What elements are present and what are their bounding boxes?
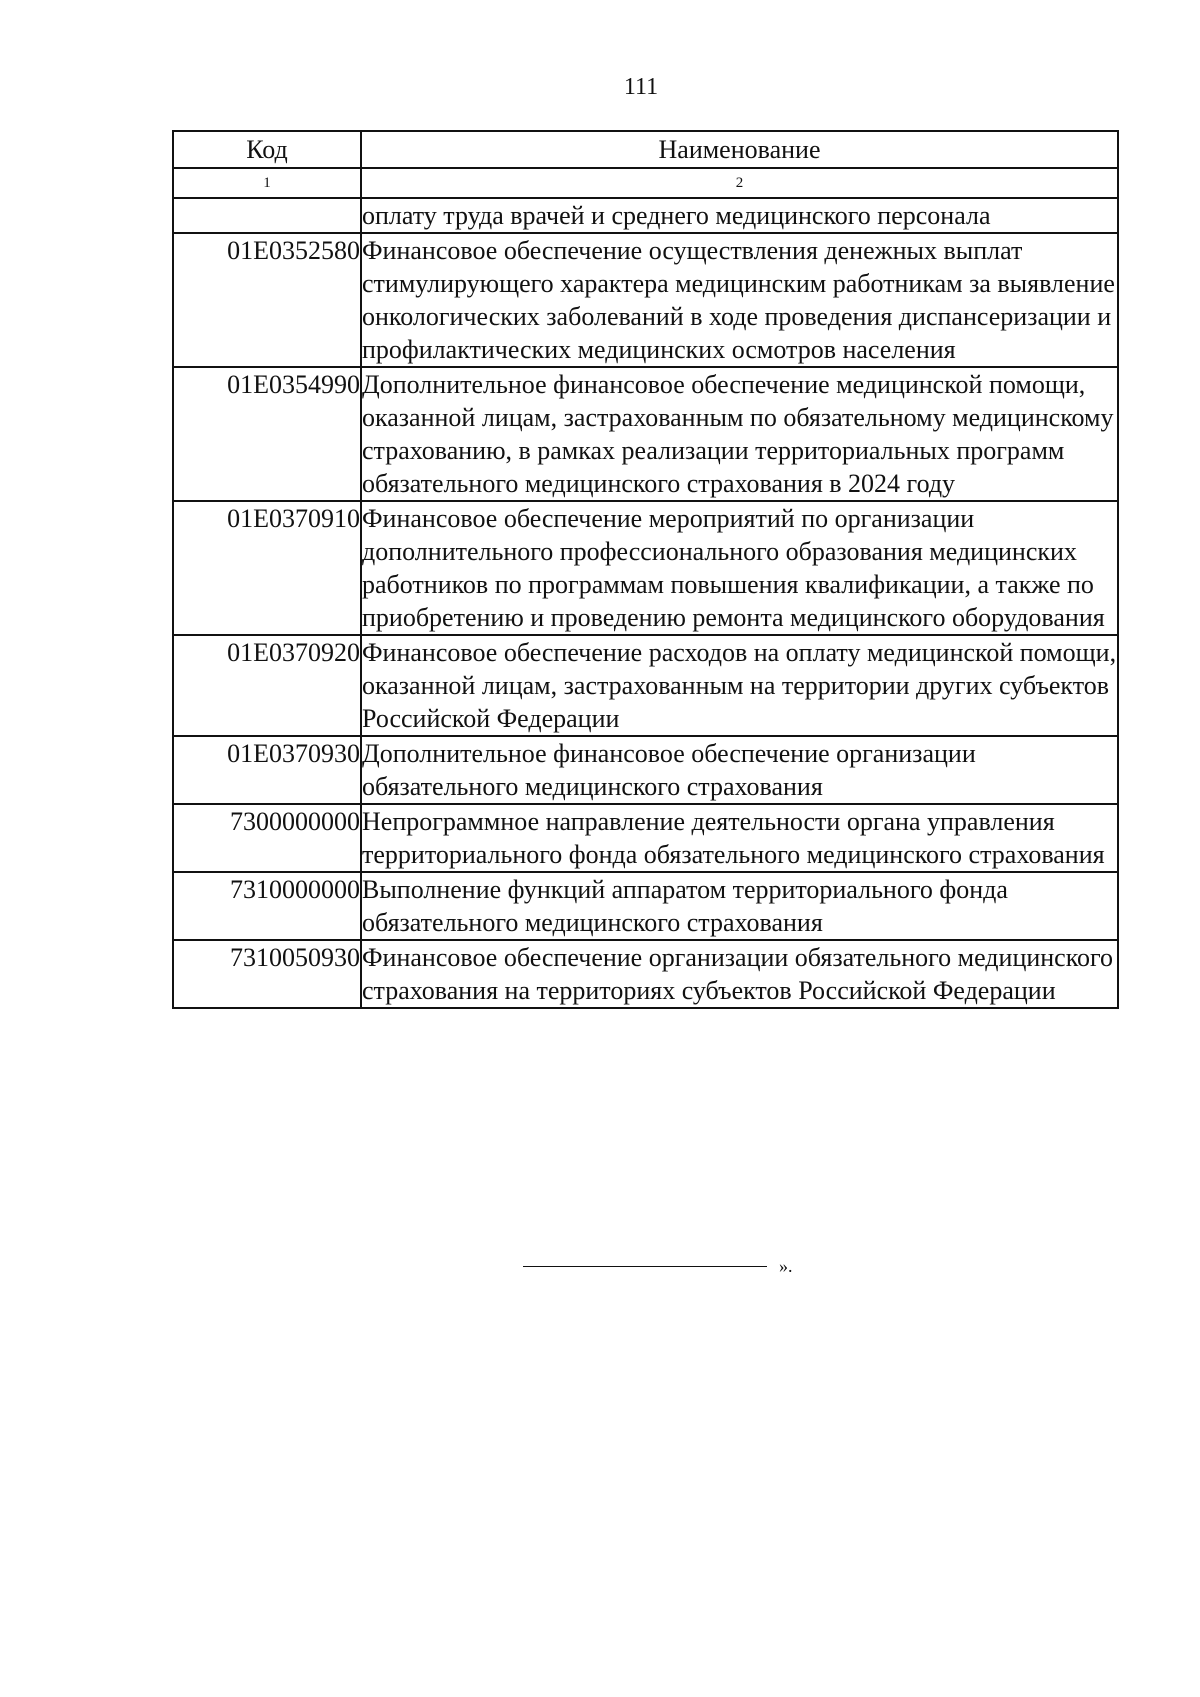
table-row — [173, 233, 1118, 367]
column-number-name: 2 — [361, 168, 1118, 198]
table-row — [173, 872, 1118, 940]
table-row — [173, 940, 1118, 1008]
row-name: Финансовое обеспечение мероприятий по организации дополнительного профессионального образования медицинских работников по программам повышения квалификации, а также по приобретению и проведению ремонта медицинского оборудования — [361, 501, 1118, 635]
row-name: оплату труда врачей и среднего медицинского персонала — [361, 198, 1118, 233]
row-code: 01Е0370920 — [173, 635, 361, 736]
header-code: Код — [173, 131, 361, 168]
row-code: 01Е0352580 — [173, 233, 361, 367]
row-code: 7310000000 — [173, 872, 361, 940]
column-number-code: 1 — [173, 168, 361, 198]
row-code: 7300000000 — [173, 804, 361, 872]
row-name: Непрограммное направление деятельности органа управления территориального фонда обязательного медицинского страхования — [361, 804, 1118, 872]
column-number-row — [173, 168, 1118, 198]
row-code: 01Е0354990 — [173, 367, 361, 501]
table-row — [173, 501, 1118, 635]
table-row — [173, 736, 1118, 804]
row-name: Дополнительное финансовое обеспечение организации обязательного медицинского страхования — [361, 736, 1118, 804]
table-row — [173, 635, 1118, 736]
table-row — [173, 367, 1118, 501]
budget-codes-table — [172, 130, 1119, 1009]
header-name: Наименование — [361, 131, 1118, 168]
row-name: Финансовое обеспечение расходов на оплату медицинской помощи, оказанной лицам, застрахованным на территории других субъектов Российской Федерации — [361, 635, 1118, 736]
row-name: Дополнительное финансовое обеспечение медицинской помощи, оказанной лицам, застрахованным по обязательному медицинскому страхованию, в рамках реализации территориальных программ обязательного медицинского страхования в 2024 году — [361, 367, 1118, 501]
row-code: 01Е0370910 — [173, 501, 361, 635]
row-name: Финансовое обеспечение организации обязательного медицинского страхования на территориях субъектов Российской Федерации — [361, 940, 1118, 1008]
table-header-row — [173, 131, 1118, 168]
table-row — [173, 804, 1118, 872]
table-row — [173, 198, 1118, 233]
row-name: Выполнение функций аппаратом территориального фонда обязательного медицинского страхования — [361, 872, 1118, 940]
row-code: 01Е0370930 — [173, 736, 361, 804]
page-number: 111 — [623, 74, 659, 100]
closing-line — [523, 1256, 793, 1280]
closing-quote-mark: ». — [779, 1256, 793, 1276]
closing-rule — [523, 1266, 767, 1267]
row-code: 7310050930 — [173, 940, 361, 1008]
row-code — [173, 198, 361, 233]
row-name: Финансовое обеспечение осуществления денежных выплат стимулирующего характера медицинским работникам за выявление онкологических заболеваний в ходе проведения диспансеризации и профилактических медицинских осмотров населения — [361, 233, 1118, 367]
